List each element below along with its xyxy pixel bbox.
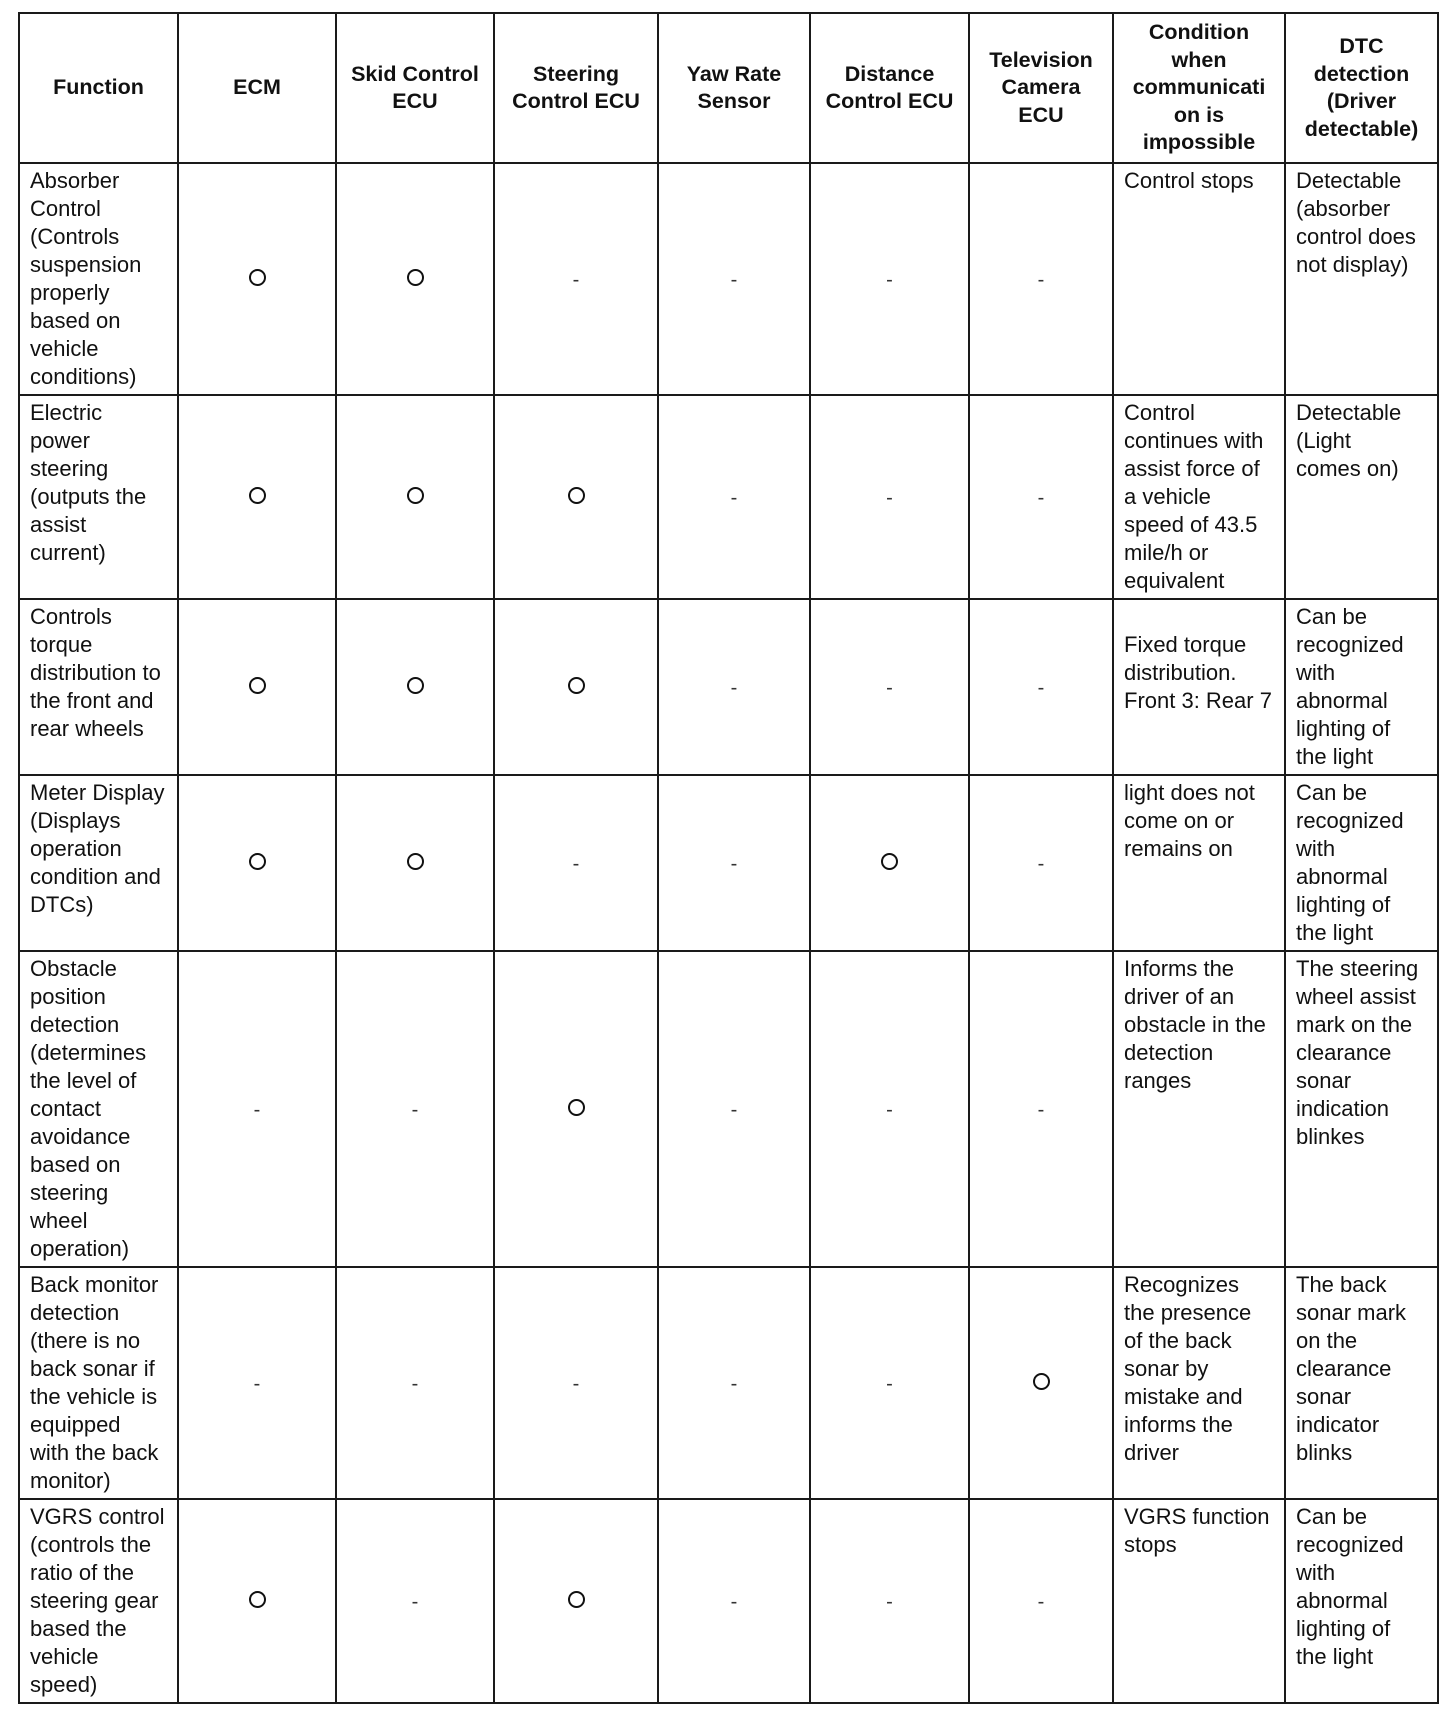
- header-condition: Condition when communicati on is impossible: [1113, 13, 1285, 163]
- television-camera-ecu-cell: [969, 951, 1113, 1267]
- dash-mark: -: [411, 1591, 419, 1613]
- yaw-rate-sensor-cell: [658, 1267, 810, 1499]
- dtc-cell: Can be recognized with abnormal lighting of the light: [1285, 599, 1438, 775]
- condition-cell: Control continues with assist force of a vehicle speed of 43.5 mile/h or equivalent: [1113, 395, 1285, 599]
- steering-control-ecu-cell: [494, 775, 658, 951]
- dash-mark: -: [1037, 1591, 1045, 1613]
- dash-mark: -: [1037, 677, 1045, 699]
- distance-control-ecu-cell: [810, 1267, 969, 1499]
- circle-mark-icon: [1033, 1373, 1050, 1390]
- ecm-cell: [178, 163, 336, 395]
- dash-mark: -: [730, 853, 738, 875]
- function-cell: Meter Display (Displays operation condition and DTCs): [19, 775, 178, 951]
- circle-mark-icon: [249, 853, 266, 870]
- circle-mark-icon: [249, 1591, 266, 1608]
- television-camera-ecu-cell: [969, 599, 1113, 775]
- function-cell: VGRS control (controls the ratio of the steering gear based the vehicle speed): [19, 1499, 178, 1703]
- condition-cell: Recognizes the presence of the back sonar by mistake and informs the driver: [1113, 1267, 1285, 1499]
- function-cell: Controls torque distribution to the front and rear wheels: [19, 599, 178, 775]
- circle-mark-icon: [568, 1099, 585, 1116]
- dash-mark: -: [730, 677, 738, 699]
- header-television-camera-ecu: Television Camera ECU: [969, 13, 1113, 163]
- dash-mark: -: [886, 269, 893, 291]
- circle-mark-icon: [407, 269, 424, 286]
- dtc-cell: Detectable (Light comes on): [1285, 395, 1438, 599]
- ecm-cell: [178, 599, 336, 775]
- dash-mark: -: [730, 269, 738, 291]
- function-cell: Absorber Control (Controls suspension properly based on vehicle conditions): [19, 163, 178, 395]
- dash-mark: -: [411, 1373, 419, 1395]
- table-row: [19, 163, 1438, 395]
- function-cell: Obstacle position detection (determines the level of contact avoidance based on steering wheel operation): [19, 951, 178, 1267]
- skid-control-ecu-cell: [336, 395, 494, 599]
- steering-control-ecu-cell: [494, 951, 658, 1267]
- table-row: [19, 1499, 1438, 1703]
- skid-control-ecu-cell: [336, 163, 494, 395]
- distance-control-ecu-cell: [810, 395, 969, 599]
- yaw-rate-sensor-cell: [658, 599, 810, 775]
- skid-control-ecu-cell: [336, 951, 494, 1267]
- steering-control-ecu-cell: [494, 395, 658, 599]
- dash-mark: -: [886, 677, 893, 699]
- header-ecm: ECM: [178, 13, 336, 163]
- dash-mark: -: [253, 1373, 261, 1395]
- dtc-cell: Can be recognized with abnormal lighting of the light: [1285, 775, 1438, 951]
- dtc-cell: The steering wheel assist mark on the clearance sonar indication blinkes: [1285, 951, 1438, 1267]
- dash-mark: -: [1037, 269, 1045, 291]
- television-camera-ecu-cell: [969, 1499, 1113, 1703]
- steering-control-ecu-cell: [494, 599, 658, 775]
- function-cell: Back monitor detection (there is no back sonar if the vehicle is equipped with the back monitor): [19, 1267, 178, 1499]
- ecm-cell: [178, 1499, 336, 1703]
- table-row: [19, 775, 1438, 951]
- header-skid-control-ecu: Skid Control ECU: [336, 13, 494, 163]
- table-row: [19, 395, 1438, 599]
- circle-mark-icon: [249, 487, 266, 504]
- yaw-rate-sensor-cell: [658, 1499, 810, 1703]
- dash-mark: -: [730, 1373, 738, 1395]
- circle-mark-icon: [568, 1591, 585, 1608]
- dash-mark: -: [1037, 1099, 1045, 1121]
- circle-mark-icon: [407, 487, 424, 504]
- steering-control-ecu-cell: [494, 1267, 658, 1499]
- dash-mark: -: [886, 1373, 893, 1395]
- header-dtc-detection: DTC detection (Driver detectable): [1285, 13, 1438, 163]
- circle-mark-icon: [568, 487, 585, 504]
- television-camera-ecu-cell: [969, 163, 1113, 395]
- distance-control-ecu-cell: [810, 1499, 969, 1703]
- dtc-cell: Detectable (absorber control does not display): [1285, 163, 1438, 395]
- header-steering-control-ecu: Steering Control ECU: [494, 13, 658, 163]
- distance-control-ecu-cell: [810, 951, 969, 1267]
- table-row: [19, 951, 1438, 1267]
- skid-control-ecu-cell: [336, 1267, 494, 1499]
- circle-mark-icon: [568, 677, 585, 694]
- television-camera-ecu-cell: [969, 775, 1113, 951]
- table-row: [19, 1267, 1438, 1499]
- dash-mark: -: [730, 1591, 738, 1613]
- circle-mark-icon: [407, 677, 424, 694]
- dash-mark: -: [1037, 853, 1045, 875]
- header-row: [19, 13, 1438, 163]
- header-function: Function: [19, 13, 178, 163]
- ecm-cell: [178, 395, 336, 599]
- dash-mark: -: [411, 1099, 419, 1121]
- distance-control-ecu-cell: [810, 163, 969, 395]
- dash-mark: -: [730, 487, 738, 509]
- television-camera-ecu-cell: [969, 395, 1113, 599]
- dash-mark: -: [572, 1373, 580, 1395]
- ecm-cell: [178, 775, 336, 951]
- condition-cell: Informs the driver of an obstacle in the detection ranges: [1113, 951, 1285, 1267]
- dash-mark: -: [886, 487, 893, 509]
- ecm-cell: [178, 951, 336, 1267]
- header-yaw-rate-sensor: Yaw Rate Sensor: [658, 13, 810, 163]
- distance-control-ecu-cell: [810, 599, 969, 775]
- circle-mark-icon: [407, 853, 424, 870]
- dash-mark: -: [886, 1591, 893, 1613]
- skid-control-ecu-cell: [336, 1499, 494, 1703]
- dash-mark: -: [730, 1099, 738, 1121]
- table-row: [19, 599, 1438, 775]
- condition-cell: VGRS function stops: [1113, 1499, 1285, 1703]
- dash-mark: -: [253, 1099, 261, 1121]
- ecm-cell: [178, 1267, 336, 1499]
- dash-mark: -: [572, 269, 580, 291]
- distance-control-ecu-cell: [810, 775, 969, 951]
- steering-control-ecu-cell: [494, 1499, 658, 1703]
- yaw-rate-sensor-cell: [658, 163, 810, 395]
- function-cell: Electric power steering (outputs the assist current): [19, 395, 178, 599]
- table-body: [19, 163, 1438, 1703]
- condition-cell: Fixed torque distribution. Front 3: Rear 7: [1113, 599, 1285, 775]
- condition-cell: light does not come on or remains on: [1113, 775, 1285, 951]
- skid-control-ecu-cell: [336, 775, 494, 951]
- dash-mark: -: [886, 1099, 893, 1121]
- yaw-rate-sensor-cell: [658, 775, 810, 951]
- circle-mark-icon: [249, 269, 266, 286]
- header-distance-control-ecu: Distance Control ECU: [810, 13, 969, 163]
- dtc-cell: The back sonar mark on the clearance sonar indicator blinks: [1285, 1267, 1438, 1499]
- dash-mark: -: [572, 853, 580, 875]
- yaw-rate-sensor-cell: [658, 395, 810, 599]
- dash-mark: -: [1037, 487, 1045, 509]
- skid-control-ecu-cell: [336, 599, 494, 775]
- dtc-cell: Can be recognized with abnormal lighting of the light: [1285, 1499, 1438, 1703]
- television-camera-ecu-cell: [969, 1267, 1113, 1499]
- ecu-function-table: [18, 12, 1439, 1704]
- condition-cell: Control stops: [1113, 163, 1285, 395]
- circle-mark-icon: [881, 853, 898, 870]
- circle-mark-icon: [249, 677, 266, 694]
- yaw-rate-sensor-cell: [658, 951, 810, 1267]
- steering-control-ecu-cell: [494, 163, 658, 395]
